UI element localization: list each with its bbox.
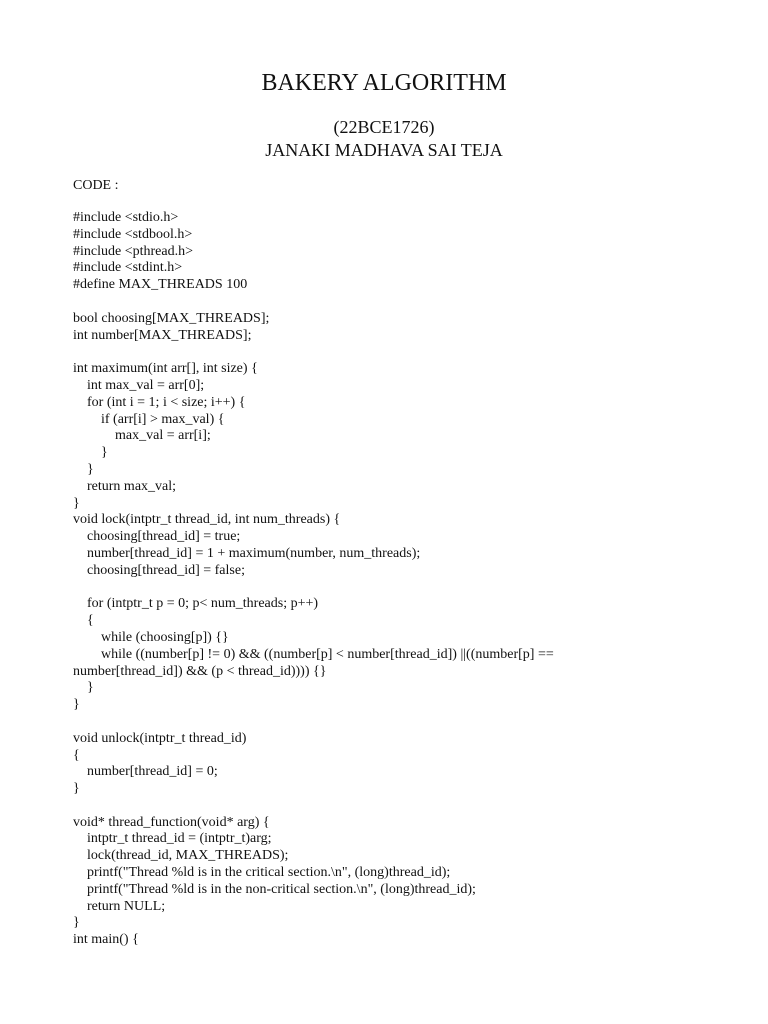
code-line: #include <stdio.h> xyxy=(73,210,179,225)
code-line: #include <stdint.h> xyxy=(73,260,183,276)
code-line: while (choosing[p]) {} xyxy=(73,629,229,645)
code-line: lock(thread_id, MAX_THREADS); xyxy=(73,848,289,864)
code-line: void unlock(intptr_t thread_id) xyxy=(73,730,247,746)
code-line: int number[MAX_THREADS]; xyxy=(73,327,252,343)
code-line: } xyxy=(73,697,80,713)
code-line: { xyxy=(73,747,80,763)
code-line: } xyxy=(73,781,80,797)
code-line: int max_val = arr[0]; xyxy=(73,377,205,393)
code-line xyxy=(73,580,693,597)
code-line: for (intptr_t p = 0; p< num_threads; p++) xyxy=(73,596,319,612)
code-line xyxy=(73,798,693,815)
code-line xyxy=(73,344,693,361)
code-line: choosing[thread_id] = true; xyxy=(73,529,241,545)
code-line: number[thread_id]) && (p < thread_id)))) {} xyxy=(73,663,327,679)
code-line: } xyxy=(73,445,108,461)
code-line: for (int i = 1; i < size; i++) { xyxy=(73,394,246,410)
code-line: int maximum(int arr[], int size) { xyxy=(73,361,258,377)
code-line: } xyxy=(73,461,94,477)
code-line: void* thread_function(void* arg) { xyxy=(73,814,270,830)
code-line: intptr_t thread_id = (intptr_t)arg; xyxy=(73,831,272,847)
code-line: printf("Thread %ld is in the critical section.\n", (long)thread_id); xyxy=(73,865,451,881)
code-line xyxy=(73,714,693,731)
document-title: BAKERY ALGORITHM xyxy=(261,70,507,96)
code-line: printf("Thread %ld is in the non-critical section.\n", (long)thread_id); xyxy=(73,881,476,897)
code-line: #include <pthread.h> xyxy=(73,243,193,259)
code-line: while ((number[p] != 0) && ((number[p] < number[thread_id]) ||((number[p] == xyxy=(73,646,554,662)
code-line: { xyxy=(73,613,94,629)
code-label: CODE : xyxy=(73,178,119,193)
code-line: return max_val; xyxy=(73,478,177,494)
code-line: if (arr[i] > max_val) { xyxy=(73,411,225,427)
code-line: choosing[thread_id] = false; xyxy=(73,562,245,578)
code-line: } xyxy=(73,495,80,511)
code-line: void lock(intptr_t thread_id, int num_threads) { xyxy=(73,512,341,528)
code-line xyxy=(73,294,693,311)
code-line: #define MAX_THREADS 100 xyxy=(73,277,248,293)
code-line: bool choosing[MAX_THREADS]; xyxy=(73,310,270,326)
code-line: max_val = arr[i]; xyxy=(73,428,211,444)
author-name: JANAKI MADHAVA SAI TEJA xyxy=(265,140,503,160)
roll-number: (22BCE1726) xyxy=(333,117,435,137)
code-line: } xyxy=(73,915,80,931)
code-line: int main() { xyxy=(73,932,139,948)
code-line: #include <stdbool.h> xyxy=(73,226,193,242)
code-line: number[thread_id] = 1 + maximum(number, num_threads); xyxy=(73,545,421,561)
code-line: number[thread_id] = 0; xyxy=(73,764,218,780)
code-block xyxy=(73,210,693,949)
code-line: } xyxy=(73,680,94,696)
code-line: return NULL; xyxy=(73,898,166,914)
